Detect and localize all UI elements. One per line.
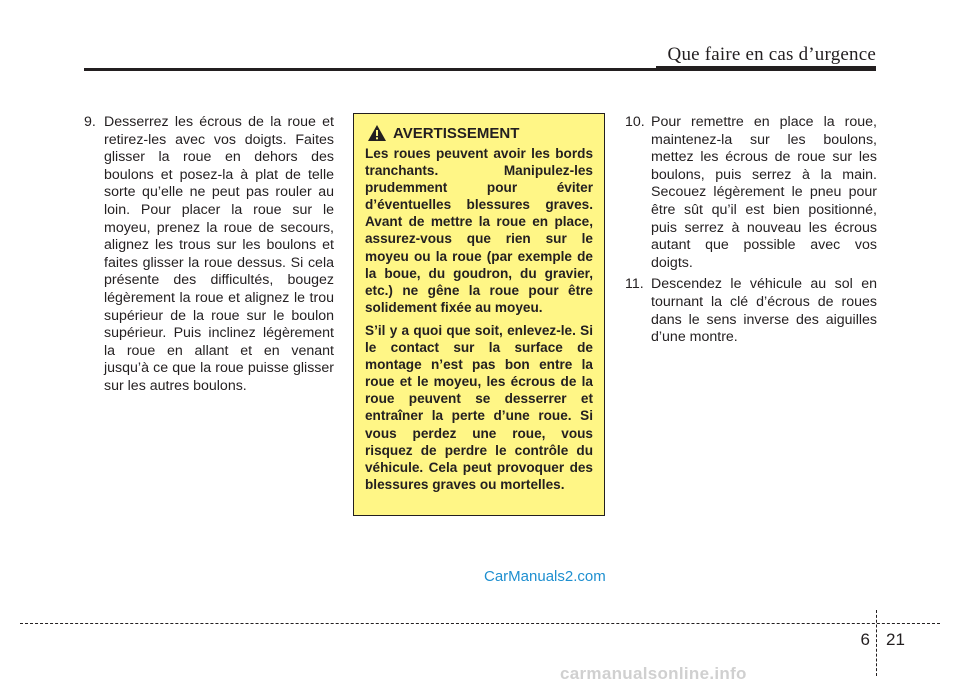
warning-title: AVERTISSEMENT xyxy=(393,124,520,142)
warning-paragraph-1: Les roues peuvent avoir les bords tranchants. Manipulez-les prudemment pour éviter d’éventuelles blessures graves. Avant de mettre la roue en place, assurez-vous que rien sur le moyeu ou la roue (par exemple de la boue, du goudron, du gravier, etc.) ne gêne la roue pour être solidement fixée au moyeu. xyxy=(365,146,593,315)
page-number: 21 xyxy=(886,630,905,649)
warning-box xyxy=(353,113,605,516)
step-number: 10. xyxy=(625,114,645,130)
left-column xyxy=(84,114,334,400)
step-text: Pour remettre en place la roue, maintenez-la sur les boulons, mettez les écrous de roue sur les boulons, puis serrez à la main. Secouez légèrement le pneu pour être sût qu’il est bien positionné, puis serrez à nouveau les écrous autant que possible avec vos doigts. xyxy=(651,114,877,271)
warning-triangle-icon xyxy=(367,124,387,142)
step-number: 9. xyxy=(84,114,96,130)
header-rule-accent xyxy=(656,66,876,71)
footer-page-separator xyxy=(876,610,877,676)
footer-url-watermark: carmanualsonline.info xyxy=(560,664,747,683)
section-number: 6 xyxy=(860,630,870,649)
step-item-10 xyxy=(625,114,877,272)
right-column xyxy=(625,114,877,351)
step-item-9 xyxy=(84,114,334,396)
watermark-link[interactable]: CarManuals2.com xyxy=(484,568,606,585)
page-header-title: Que faire en cas d’urgence xyxy=(667,44,876,65)
step-item-11 xyxy=(625,276,877,346)
step-text: Descendez le véhicule au sol en tournant la clé d’écrous de roues dans le sens inverse des aiguilles d’une montre. xyxy=(651,276,877,346)
footer-divider xyxy=(20,623,940,624)
warning-header xyxy=(365,124,593,142)
step-number: 11. xyxy=(625,276,644,293)
warning-paragraph-2: S’il y a quoi que soit, enlevez-le. Si le contact sur la surface de montage n’est pas bon entre la roue et le moyeu, les écrous de la roue peuvent se desserrer et entraîner la perte d’une roue. Si vous perdez une roue, vous risquez de perdre le contrôle du véhicule. Cela peut provoquer des blessures graves ou mortelles. xyxy=(365,322,593,492)
step-text: Desserrez les écrous de la roue et retirez-les avec vos doigts. Faites glisser la roue en dehors des boulons et posez-la à plat de telle sorte qu’elle ne peut pas rouler au loin. Pour placer la roue sur le moyeu, prenez la roue de secours, alignez les trous sur les boulons et faites glisser la roue dessus. Si cela présente des difficultés, bougez légèrement la roue et alignez le trou supérieur de la roue sur le boulon supérieur. Puis inclinez légèrement la roue en allant et en venant jusqu’à ce que la roue puisse glisser sur les autres boulons. xyxy=(104,114,334,394)
